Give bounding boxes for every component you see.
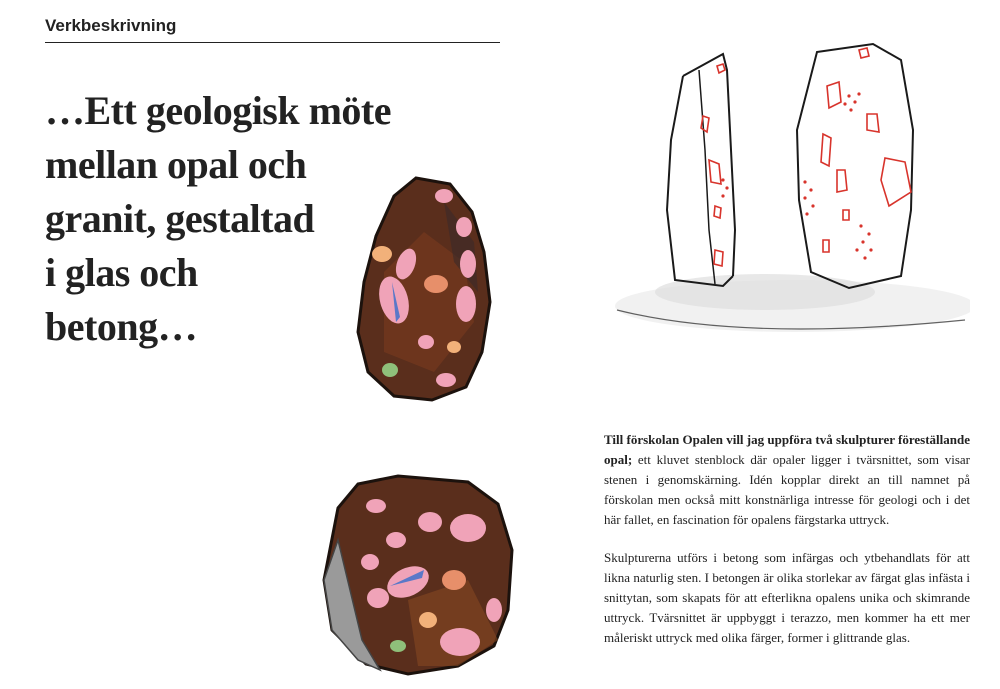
stone-drawing-1	[354, 172, 496, 404]
description-paragraph-2: Skulpturerna utförs i betong som infärgas och ytbehandlats för att likna naturlig sten. I betongen är olika storlekar av färgat glas infästa i snittytan, som skapats för att efterlikna opalens unika och skimrande uttryck. Tvärsnittet är uppbyggt i terazzo, men kommer ha ett mer måleriskt uttryck med olika färger, former i glittrande glas.	[604, 550, 970, 645]
description-paragraph-1	[604, 430, 970, 530]
headline-line: granit, gestaltad	[45, 196, 315, 241]
header-rule	[45, 42, 500, 43]
headline-line: i glas och	[45, 250, 198, 295]
description-p1-text: ett kluvet stenblock där opaler ligger i tvärsnittet, som visar stenen i genomskärning. Idén kopplar direkt an till namnet på förskolan men också mitt konstnärliga intresse för geologi och i det här fallet, en fascination för opalens färgstarka uttryck.	[604, 452, 970, 527]
section-label: Verkbeskrivning	[45, 16, 177, 35]
headline-line: mellan opal och	[45, 142, 307, 187]
headline-line: …Ett geologisk möte	[45, 88, 392, 133]
headline-line: betong…	[45, 304, 198, 349]
stone-drawing-2	[318, 470, 518, 680]
sculpture-sketch	[605, 30, 970, 350]
description-lead: Till förskolan Opalen vill jag uppföra två skulpturer föreställande opal;	[604, 432, 970, 467]
description	[604, 430, 970, 666]
